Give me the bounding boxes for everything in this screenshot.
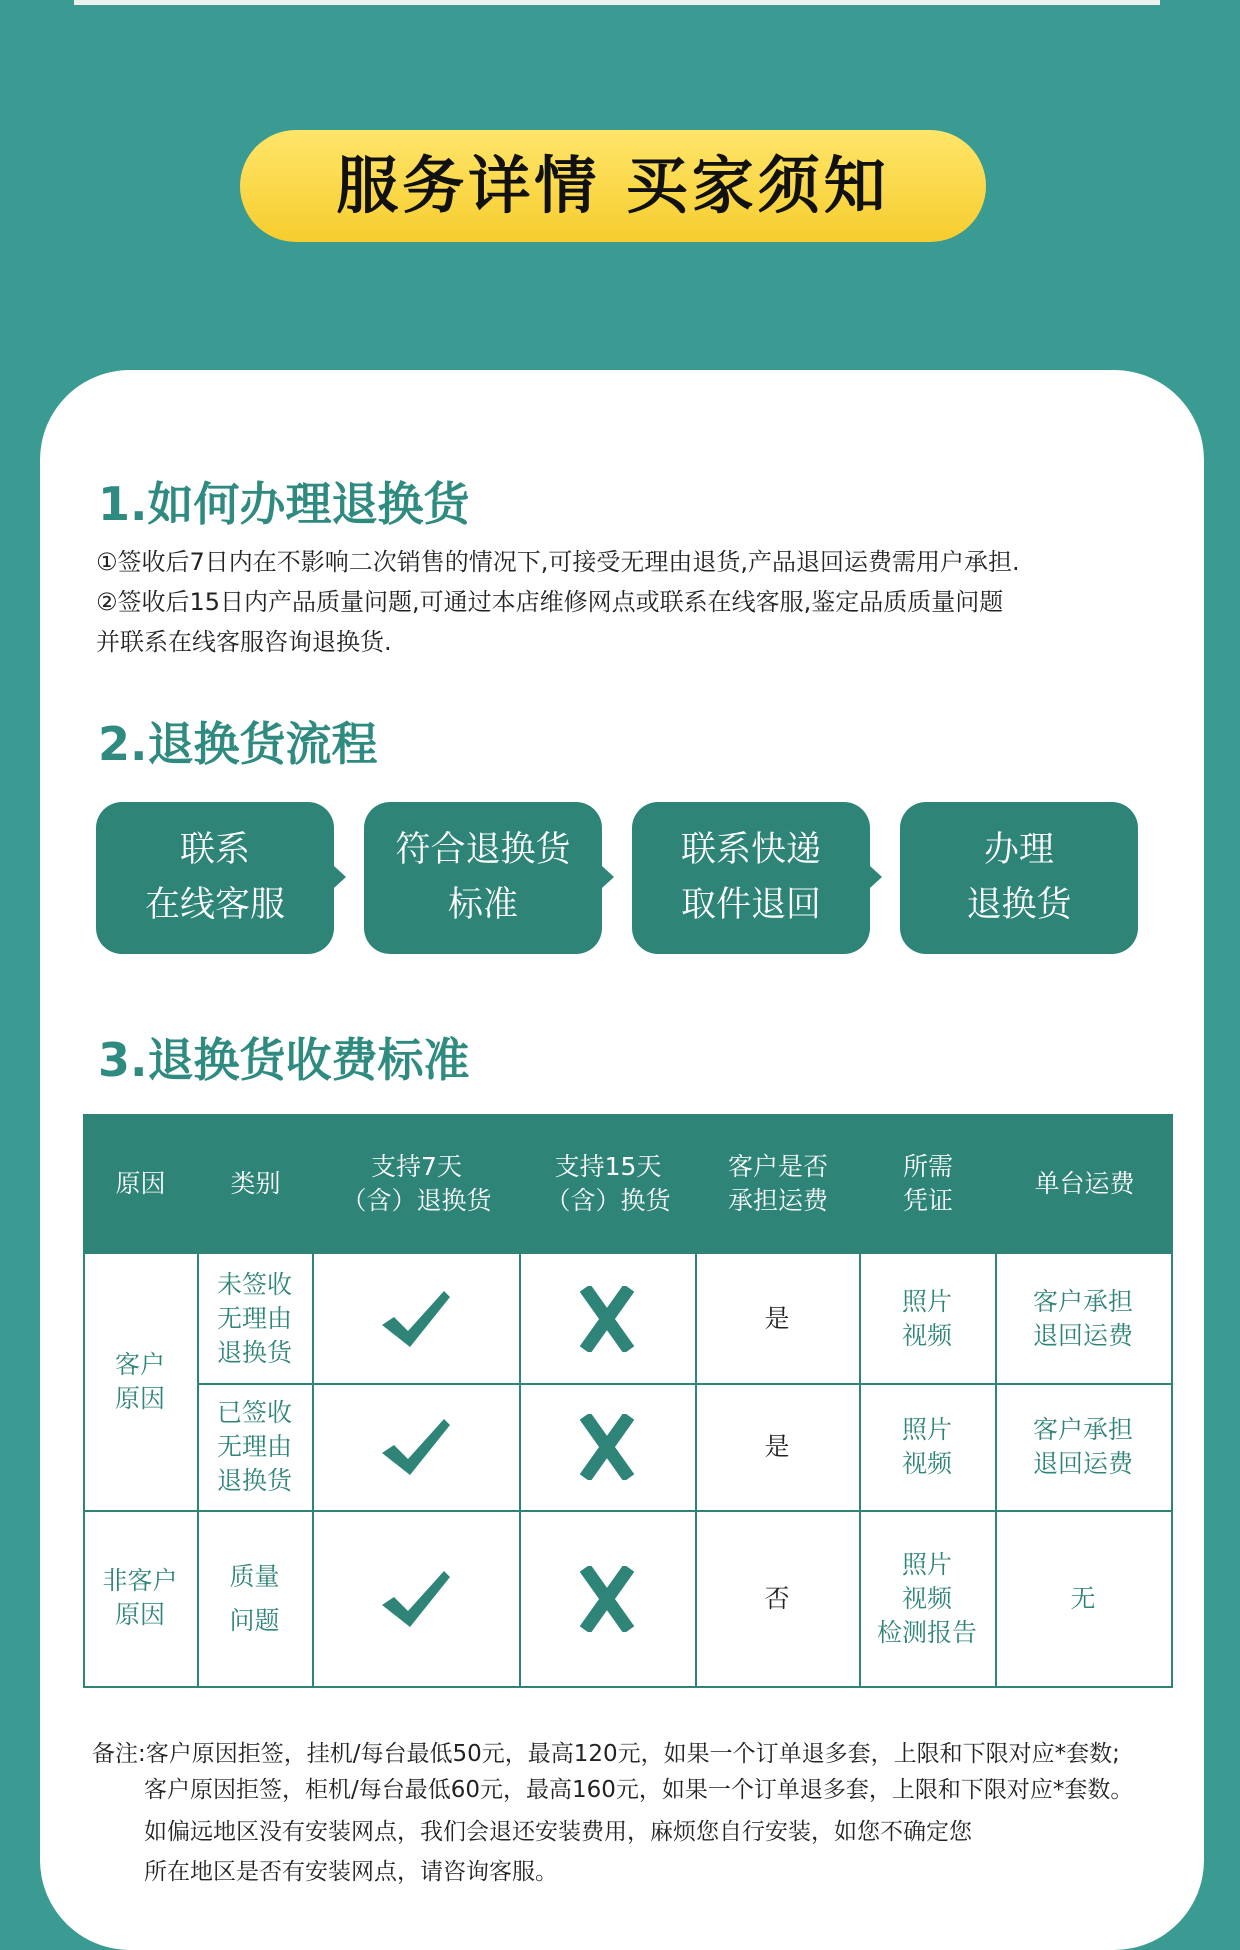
- table-border: [83, 1686, 1173, 1688]
- fee-table: [83, 1114, 1173, 1688]
- x-icon: [519, 1512, 695, 1686]
- note-line-2: 客户原因拒签，柜机/每台最低60元，最高160元，如果一个订单退多套，上限和下限对应*套数。: [144, 1777, 1134, 1803]
- table-border: [1171, 1254, 1173, 1688]
- section-1-title: 1.如何办理退换货: [98, 477, 470, 531]
- section-1-line-3: 并联系在线客服咨询退换货.: [96, 628, 392, 656]
- content-card: [40, 370, 1204, 1950]
- header-pay-shipping: 客户是否 承担运费: [727, 1152, 828, 1215]
- table-row-1-category: 未签收 无理由 退换货: [216, 1269, 292, 1367]
- flow-step-line: 标准: [447, 885, 518, 925]
- table-row-1-fee: 客户承担 退回运费: [1032, 1286, 1133, 1350]
- title-banner: [240, 130, 986, 242]
- header-proof: 所需 凭证: [902, 1152, 953, 1215]
- section-1-line-2: ②签收后15日内产品质量问题,可通过本店维修网点或联系在线客服,鉴定品质质量问题: [96, 588, 1004, 616]
- table-row-2-fee: 客户承担 退回运费: [1032, 1415, 1133, 1478]
- section-2-title: 2.退换货流程: [98, 717, 378, 771]
- flow-step-line: 联系快递: [680, 830, 821, 870]
- table-row-2-proof: 照片 视频: [901, 1415, 952, 1478]
- flow-arrow-icon: [870, 866, 882, 888]
- check-icon: [312, 1254, 519, 1383]
- check-icon: [312, 1512, 519, 1686]
- check-icon: [312, 1384, 519, 1510]
- flow-step-line: 取件退回: [680, 885, 821, 925]
- note-line-3: 如偏远地区没有安装网点，我们会退还安装费用，麻烦您自行安装，如您不确定您: [144, 1819, 972, 1845]
- top-divider: [74, 0, 1160, 5]
- header-category: 类别: [230, 1169, 281, 1198]
- banner-title: 服务详情 买家须知: [336, 149, 890, 222]
- table-row-2-category: 已签收 无理由 退换货: [216, 1398, 292, 1495]
- flow-step-line: 联系: [179, 830, 250, 870]
- flow-step-process-return: [900, 802, 1138, 954]
- header-7day: 支持7天 （含）退换货: [341, 1152, 492, 1215]
- flow-step-line: 办理: [983, 830, 1054, 870]
- flow-step-line: 符合退换货: [395, 830, 571, 870]
- flow-arrow-icon: [334, 866, 346, 888]
- flow-step-line: 在线客服: [144, 885, 285, 925]
- table-row-3-category: 质量 问题: [229, 1562, 280, 1635]
- header-fee: 单台运费: [1034, 1169, 1135, 1198]
- section-1-line-1: ①签收后7日内在不影响二次销售的情况下,可接受无理由退货,产品退回运费需用户承担.: [96, 548, 1020, 576]
- flow-step-meet-standard: [364, 802, 602, 954]
- section-3-title: 3.退换货收费标准: [98, 1033, 470, 1087]
- flow-arrow-icon: [602, 866, 614, 888]
- table-row-3-proof: 照片 视频 检测报告: [876, 1550, 977, 1647]
- note-line-1: 备注:客户原因拒签，挂机/每台最低50元，最高120元，如果一个订单退多套，上限和下限对应*套数;: [92, 1741, 1120, 1767]
- header-reason: 原因: [115, 1169, 166, 1198]
- flow-step-courier-return: [632, 802, 870, 954]
- table-row-2-pay: 是: [764, 1432, 790, 1461]
- note-line-4: 所在地区是否有安装网点，请咨询客服。: [144, 1859, 558, 1885]
- table-row-3-pay: 否: [764, 1584, 790, 1613]
- reason-customer: 客户 原因: [114, 1350, 165, 1413]
- table-row-3-fee: 无: [1070, 1584, 1096, 1613]
- reason-non-customer: 非客户 原因: [102, 1566, 178, 1629]
- table-row-1-pay: 是: [764, 1303, 790, 1333]
- flow-step-line: 退换货: [966, 885, 1072, 925]
- x-icon: [519, 1384, 695, 1510]
- x-icon: [519, 1254, 695, 1383]
- flow-step-contact-service: [96, 802, 334, 954]
- table-row-1-proof: 照片 视频: [901, 1286, 952, 1350]
- header-15day: 支持15天 （含）换货: [545, 1152, 671, 1215]
